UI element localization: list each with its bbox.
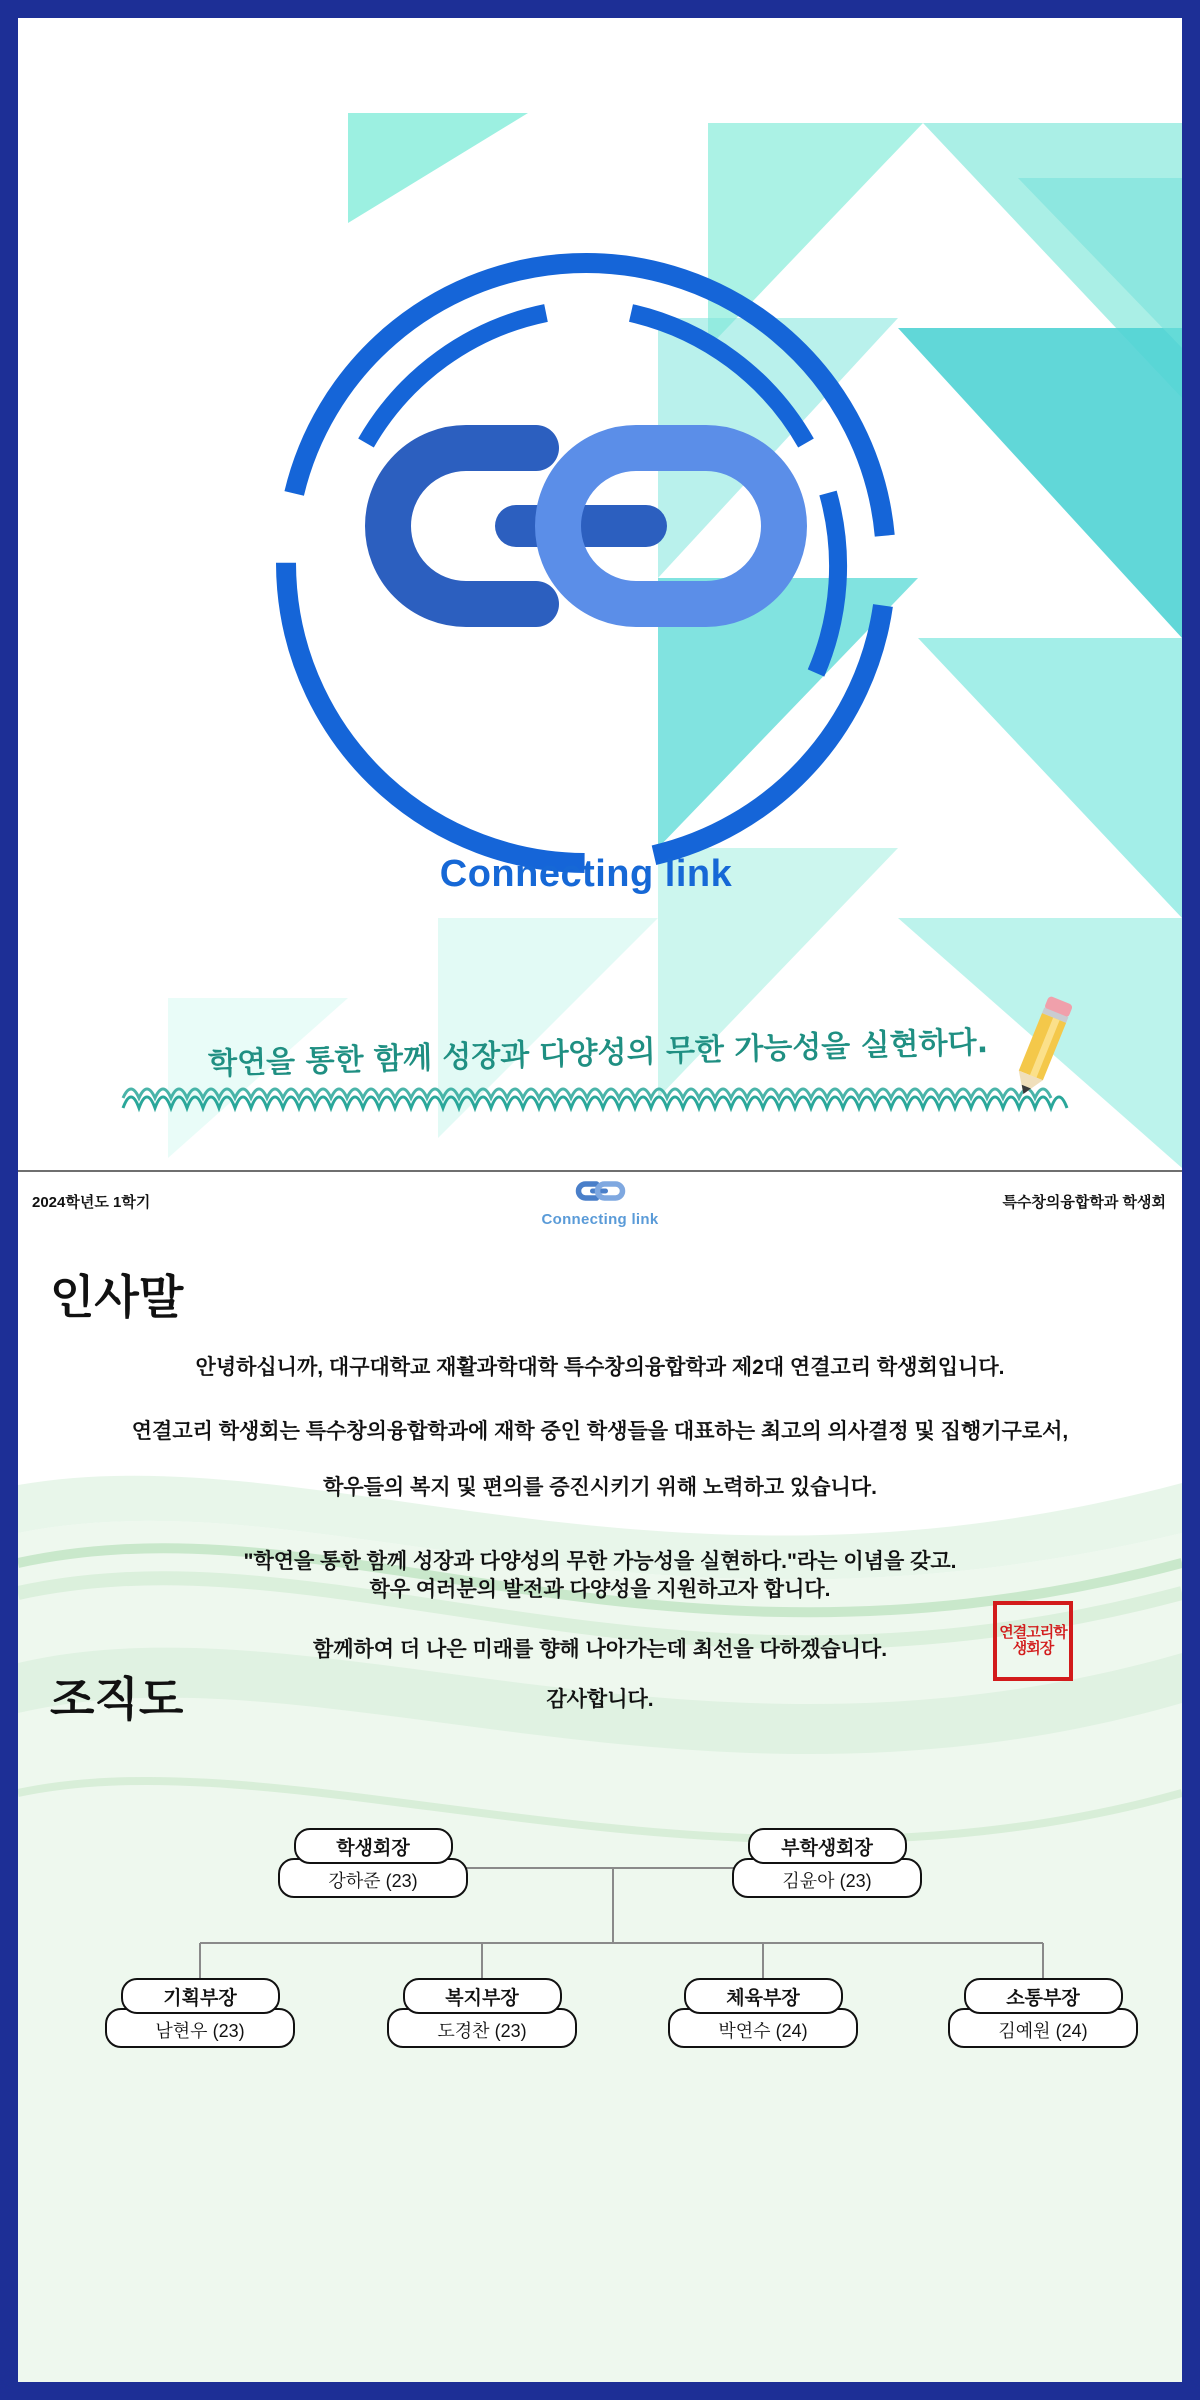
content-section [18, 1233, 1182, 2382]
org-node-welfare [387, 1978, 577, 2048]
greeting-line: 학우들의 복지 및 편의를 증진시키기 위해 노력하고 있습니다. [323, 1476, 877, 1499]
org-chart [18, 1733, 1182, 2041]
greeting-heading: 인사말 [50, 1271, 184, 1323]
greeting-line: 안녕하십니까, 대구대학교 재활과학대학 특수창의융합학과 제2대 연결고리 학생회입니다. [195, 1356, 1005, 1379]
squiggle-underline-decoration [118, 1078, 1078, 1118]
greeting-line: 연결고리 학생회는 특수창의융합학과에 재학 중인 학생들을 대표하는 최고의 의사결정 및 집행기구로서, [131, 1420, 1069, 1443]
org-node-name: 도경찬 (23) [387, 2008, 577, 2048]
department-label: 특수창의융합학과 학생회 [1002, 1194, 1166, 1211]
logo [216, 193, 956, 933]
org-node-planning [105, 1978, 295, 2048]
org-node-vice-president [732, 1828, 922, 1898]
org-node-title: 기획부장 [121, 1978, 280, 2014]
org-node-name: 강하준 (23) [278, 1858, 468, 1898]
org-node-title: 소통부장 [964, 1978, 1123, 2014]
org-node-name: 김예원 (24) [948, 2008, 1138, 2048]
logo-brand-text: Connecting link [439, 853, 733, 895]
greeting-line: 함께하여 더 나은 미래를 향해 나아가는데 최선을 다하겠습니다. [312, 1638, 888, 1661]
org-node-sports [668, 1978, 858, 2048]
semester-label: 2024학년도 1학기 [32, 1194, 151, 1211]
official-seal-stamp: 연결고리학생회장 [993, 1601, 1073, 1681]
greeting-line: "학연을 통한 함께 성장과 다양성의 무한 가능성을 실현하다."라는 이념을 갖고. [243, 1550, 957, 1573]
org-node-name: 김윤아 (23) [732, 1858, 922, 1898]
poster-body [18, 18, 1182, 2382]
greeting-line: 감사합니다. [546, 1688, 654, 1711]
bar-brand-text: Connecting link [541, 1211, 659, 1228]
org-node-title: 체육부장 [684, 1978, 843, 2014]
org-node-name: 박연수 (24) [668, 2008, 858, 2048]
org-node-title: 복지부장 [403, 1978, 562, 2014]
chain-link-icon [388, 448, 784, 604]
bar-logo [542, 1178, 659, 1228]
poster-slogan: 학연을 통한 함께 성장과 다양성의 무한 가능성을 실현하다. [207, 1025, 989, 1082]
greeting-line: 학우 여러분의 발전과 다양성을 지원하고자 합니다. [369, 1578, 831, 1601]
org-node-president [278, 1828, 468, 1898]
chain-link-small-icon [570, 1178, 630, 1204]
logo-ring-icon [216, 193, 956, 933]
org-chart-heading: 조직도 [50, 1673, 184, 1725]
org-node-title: 학생회장 [294, 1828, 453, 1864]
org-node-name: 남현우 (23) [105, 2008, 295, 2048]
org-node-communication [948, 1978, 1138, 2048]
org-node-title: 부학생회장 [748, 1828, 907, 1864]
pencil-icon [1003, 993, 1083, 1103]
poster-info-bar [18, 1170, 1182, 1233]
hero-section [18, 18, 1182, 1233]
